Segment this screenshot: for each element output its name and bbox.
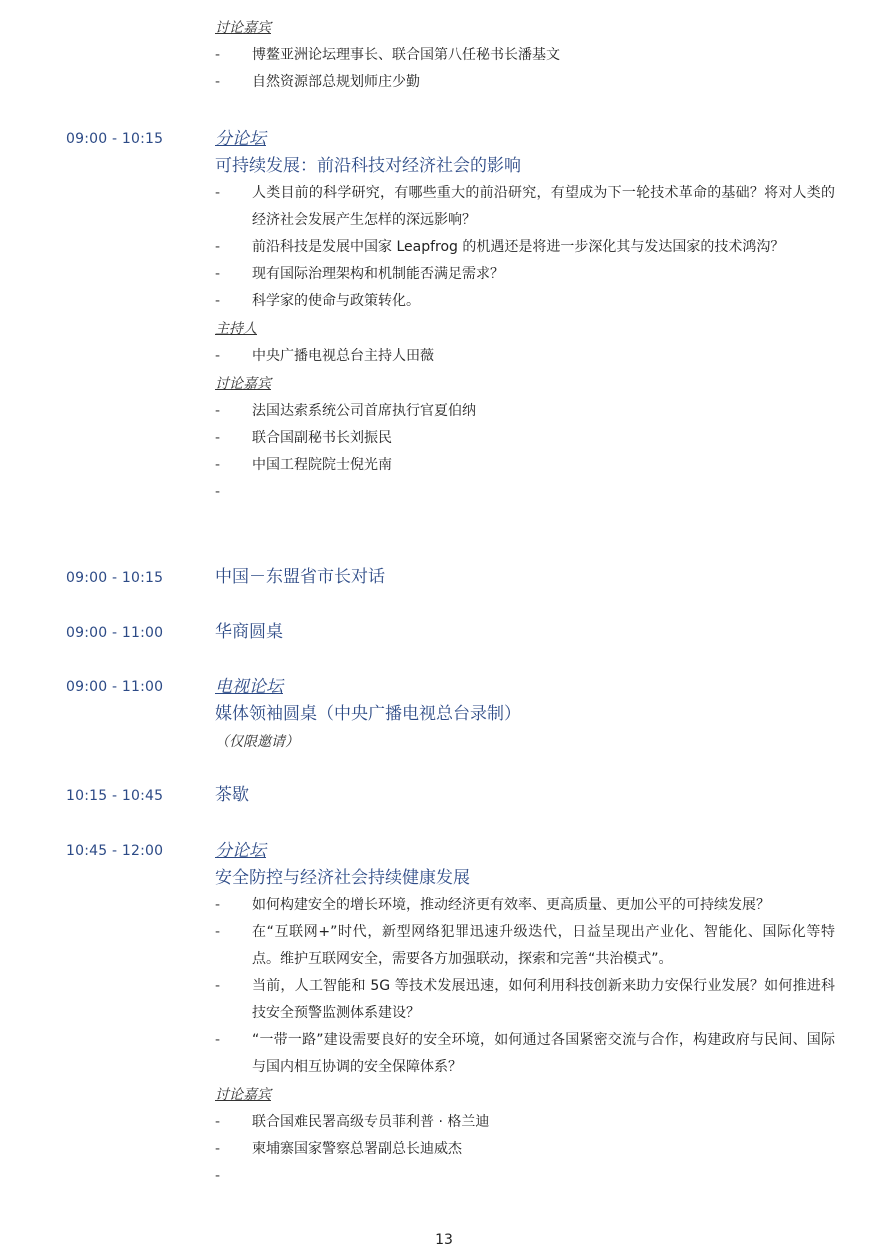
- session-title: 中国－东盟省市长对话: [215, 567, 385, 587]
- session-time: 10:45 - 12:00: [66, 843, 164, 859]
- session-title: 安全防控与经济社会持续健康发展: [215, 868, 470, 888]
- session-category: 分论坛: [215, 841, 266, 861]
- topic-item: - 在“互联网+”时代，新型网络犯罪迅速升级迭代，日益呈现出产业化、智能化、国际化等特点。维护互联网安全，需要各方加强联动，探索和完善“共治模式”。: [215, 924, 835, 967]
- guest-item: - 联合国副秘书长刘振民: [215, 430, 392, 446]
- host-item: - 中央广播电视总台主持人田薇: [215, 348, 434, 364]
- topic-item: - 人类目前的科学研究，有哪些重大的前沿研究，有望成为下一轮技术革命的基础？将对人类的经济社会发展产生怎样的深远影响？: [215, 185, 835, 228]
- session-title: 华商圆桌: [215, 622, 283, 642]
- session-title: 茶歇: [215, 785, 249, 805]
- session-title: 可持续发展：前沿科技对经济社会的影响: [215, 156, 521, 176]
- topic-item: - 如何构建安全的增长环境，推动经济更有效率、更高质量、更加公平的可持续发展？: [215, 897, 770, 913]
- topic-item: - 前沿科技是发展中国家 Leapfrog 的机遇还是将进一步深化其与发达国家的技术鸿沟？: [215, 239, 785, 255]
- session-time: 09:00 - 10:15: [66, 570, 164, 586]
- session-category: 分论坛: [215, 129, 266, 149]
- guest-item: - 自然资源部总规划师庄少勤: [215, 74, 420, 90]
- session-time: 09:00 - 11:00: [66, 625, 164, 641]
- guests-label: 讨论嘉宾: [215, 1087, 271, 1103]
- guest-item: - 联合国难民署高级专员菲利普 · 格兰迪: [215, 1114, 490, 1130]
- topic-item: - 科学家的使命与政策转化。: [215, 293, 420, 309]
- guests-label: 讨论嘉宾: [215, 20, 271, 36]
- topic-item: - 现有国际治理架构和机制能否满足需求？: [215, 266, 504, 282]
- guest-item: - 博鳌亚洲论坛理事长、联合国第八任秘书长潘基文: [215, 47, 560, 63]
- agenda-page: 讨论嘉宾 - 博鳌亚洲论坛理事长、联合国第八任秘书长潘基文 - 自然资源部总规划师庄少勤 09:00 - 10:15 分论坛 可持续发展：前沿科技对经济社会的影响 - 人类目前的科学研究，有哪些重大的前沿研究，有望成为下一轮技术革命的基础？将对人类的经济社会发展产生怎样的深远影响？ - 前沿科技是发展中国家 Leapfrog 的机遇还是将进一步深化其与发达国家的技术鸿沟？ - 现有国际治理架构和机制能否满足需求？ - 科学家的使命与政策转化。 主持人 - 中央广播电视总台主持人田薇 讨论嘉宾 - 法国达索系统公司首席执行官夏伯纳 - 联合国副秘书长刘振民 - 中国工程院院士倪光南 - 09:00 - 10:15 中国－东盟省市长对话 09:00 - 11:00 华商圆桌 09:00 - 11:00 电视论坛 媒体领袖圆桌（中央广播电视总台录制） （仅限邀请） 10:15 - 10:45 茶歇 10:45 - 12:00 分论坛 安全防控与经济社会持续健康发展 - 如何构建安全的增长环境，推动经济更有效率、更高质量、更加公平的可持续发展？ - 在“互联网+”时代，新型网络犯罪迅速升级迭代，日益呈现出产业化、智能化、国际化等特点。维护互联网安全，需要各方加强联动，探索和完善“共治模式”。 - 当前，人工智能和 5G 等技术发展迅速，如何利用科技创新来助力安保行业发展？如何推进科技安全预警监测体系建设？ - “一带一路”建设需要良好的安全环境，如何通过各国紧密交流与合作，构建政府与民间、国际与国内相互协调的安全保障体系？ 讨论嘉宾 - 联合国难民署高级专员菲利普 · 格兰迪 - 柬埔寨国家警察总署副总长迪威杰 - 13: [0, 0, 888, 1248]
- session-title: 媒体领袖圆桌（中央广播电视总台录制）: [215, 704, 521, 724]
- topic-item: - 当前，人工智能和 5G 等技术发展迅速，如何利用科技创新来助力安保行业发展？如何推进科技安全预警监测体系建设？: [215, 978, 835, 1021]
- page-number: 13: [435, 1232, 453, 1248]
- session-category: 电视论坛: [215, 677, 283, 697]
- session-time: 09:00 - 11:00: [66, 679, 164, 695]
- guest-item: - 中国工程院院士倪光南: [215, 457, 392, 473]
- host-label: 主持人: [215, 321, 257, 337]
- session-time: 10:15 - 10:45: [66, 788, 164, 804]
- session-note: （仅限邀请）: [215, 734, 299, 750]
- session-time: 09:00 - 10:15: [66, 131, 164, 147]
- guests-label: 讨论嘉宾: [215, 376, 271, 392]
- guest-item: - 柬埔寨国家警察总署副总长迪威杰: [215, 1141, 462, 1157]
- topic-item: - “一带一路”建设需要良好的安全环境，如何通过各国紧密交流与合作，构建政府与民间、国际与国内相互协调的安全保障体系？: [215, 1032, 835, 1075]
- guest-item: - 法国达索系统公司首席执行官夏伯纳: [215, 403, 476, 419]
